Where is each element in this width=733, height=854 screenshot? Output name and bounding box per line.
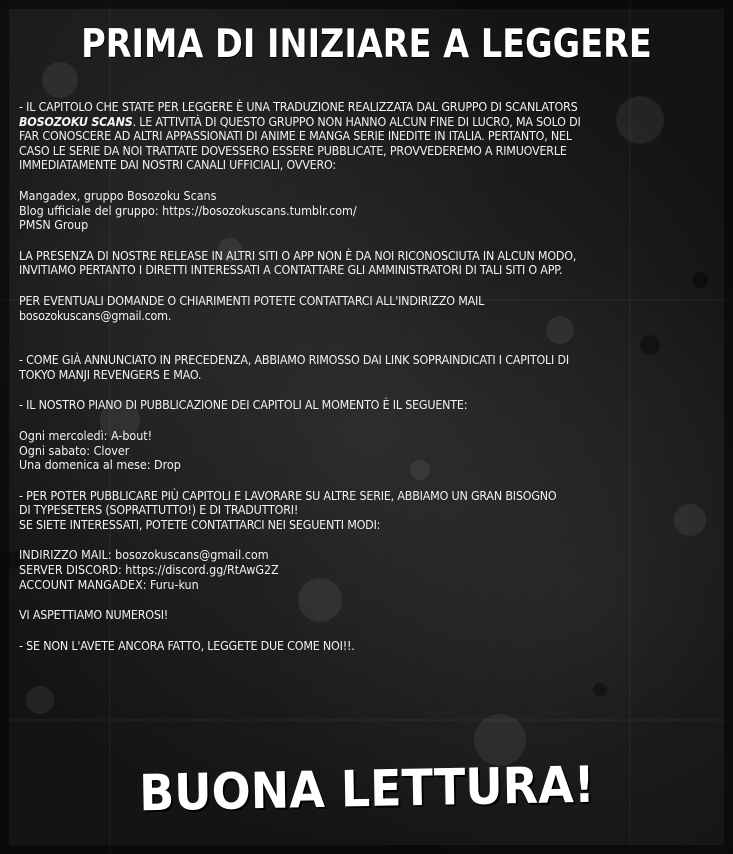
group-name: BOSOZOKU SCANS	[19, 113, 133, 129]
channels-list	[19, 189, 719, 233]
schedule-saturday: Ogni sabato: Clover	[19, 442, 130, 458]
page-title: PRIMA DI INIZIARE A LEGGERE	[81, 22, 652, 67]
contact-discord: SERVER DISCORD: https://discord.gg/RtAwG2Z	[19, 562, 279, 578]
recruit-paragraph	[19, 489, 719, 533]
expecting-text: VI ASPETTIAMO NUMEROSI!	[19, 607, 169, 623]
closing-banner: BUONA LETTURA!	[138, 755, 596, 823]
plan-intro: - IL NOSTRO PIANO DI PUBBLICAZIONE DEI CAPITOLI AL MOMENTO È IL SEGUENTE:	[19, 397, 468, 413]
intro-lead: - IL CAPITOLO CHE STATE PER LEGGERE È UNA TRADUZIONE REALIZZATA DAL GRUPPO DI SCANLATORS	[19, 99, 578, 114]
contacts-list	[19, 548, 719, 592]
intro-line3: FAR CONOSCERE AD ALTRI APPASSIONATI DI ANIME E MANGA SERIE INEDITE IN ITALIA. PERTANTO, NEL	[19, 128, 572, 144]
channel-mangadex: Mangadex, gruppo Bosozoku Scans	[19, 187, 217, 203]
recruit-line3: SE SIETE INTERESSATI, POTETE CONTATTARCI NEI SEGUENTI MODI:	[19, 516, 381, 532]
recruit-line2: DI TYPESETERS (SOPRATTUTTO!) E DI TRADUTTORI!	[19, 502, 299, 518]
final-note: - SE NON L'AVETE ANCORA FATTO, LEGGETE DUE COME NOI!!.	[19, 637, 355, 653]
schedule-list	[19, 429, 719, 473]
intro-rest-line1: . LE ATTIVITÀ DI QUESTO GRUPPO NON HANNO ALCUN FINE DI LUCRO, MA SOLO DI	[132, 113, 581, 129]
channel-blog: Blog ufficiale del gruppo: https://bosozokuscans.tumblr.com/	[19, 202, 357, 218]
schedule-wednesday: Ogni mercoledì: A-bout!	[19, 427, 153, 443]
recruit-line1: - PER POTER PUBBLICARE PIÙ CAPITOLI E LAVORARE SU ALTRE SERIE, ABBIAMO UN GRAN BISOGNO	[19, 487, 557, 503]
intro-line5: IMMEDIATAMENTE DAI NOSTRI CANALI UFFICIALI, OVVERO:	[19, 157, 336, 173]
removed-line2: TOKYO MANJI REVENGERS E MAO.	[19, 366, 202, 382]
intro-line4: CASO LE SERIE DA NOI TRATTATE DOVESSERO ESSERE PUBBLICATE, PROVVEDEREMO A RIMUOVERLE	[19, 142, 567, 158]
release-notice-line1: LA PRESENZA DI NOSTRE RELEASE IN ALTRI SITI O APP NON È DA NOI RICONOSCIUTA IN ALCUN MODO,	[19, 247, 577, 263]
removed-notice	[19, 353, 719, 382]
contact-paragraph	[19, 294, 719, 323]
schedule-monthly-sunday: Una domenica al mese: Drop	[19, 457, 181, 473]
notice-body	[19, 100, 719, 653]
contact-line1: PER EVENTUALI DOMANDE O CHIARIMENTI POTETE CONTATTARCI ALL'INDIRIZZO MAIL	[19, 292, 485, 308]
release-notice-line2: INVITIAMO PERTANTO I DIRETTI INTERESSATI A CONTATTARE GLI AMMINISTRATORI DI TALI SITI O APP.	[19, 262, 563, 278]
contact-email: bosozokuscans@gmail.com.	[19, 307, 172, 323]
channel-pmsn: PMSN Group	[19, 217, 89, 233]
contact-mail: INDIRIZZO MAIL: bosozokuscans@gmail.com	[19, 547, 269, 563]
contact-mangadex: ACCOUNT MANGADEX: Furu-kun	[19, 576, 199, 592]
release-notice	[19, 249, 719, 278]
intro-paragraph	[19, 100, 719, 173]
removed-line1: - COME GIÀ ANNUNCIATO IN PRECEDENZA, ABBIAMO RIMOSSO DAI LINK SOPRAINDICATI I CAPITOLI DI	[19, 352, 569, 368]
